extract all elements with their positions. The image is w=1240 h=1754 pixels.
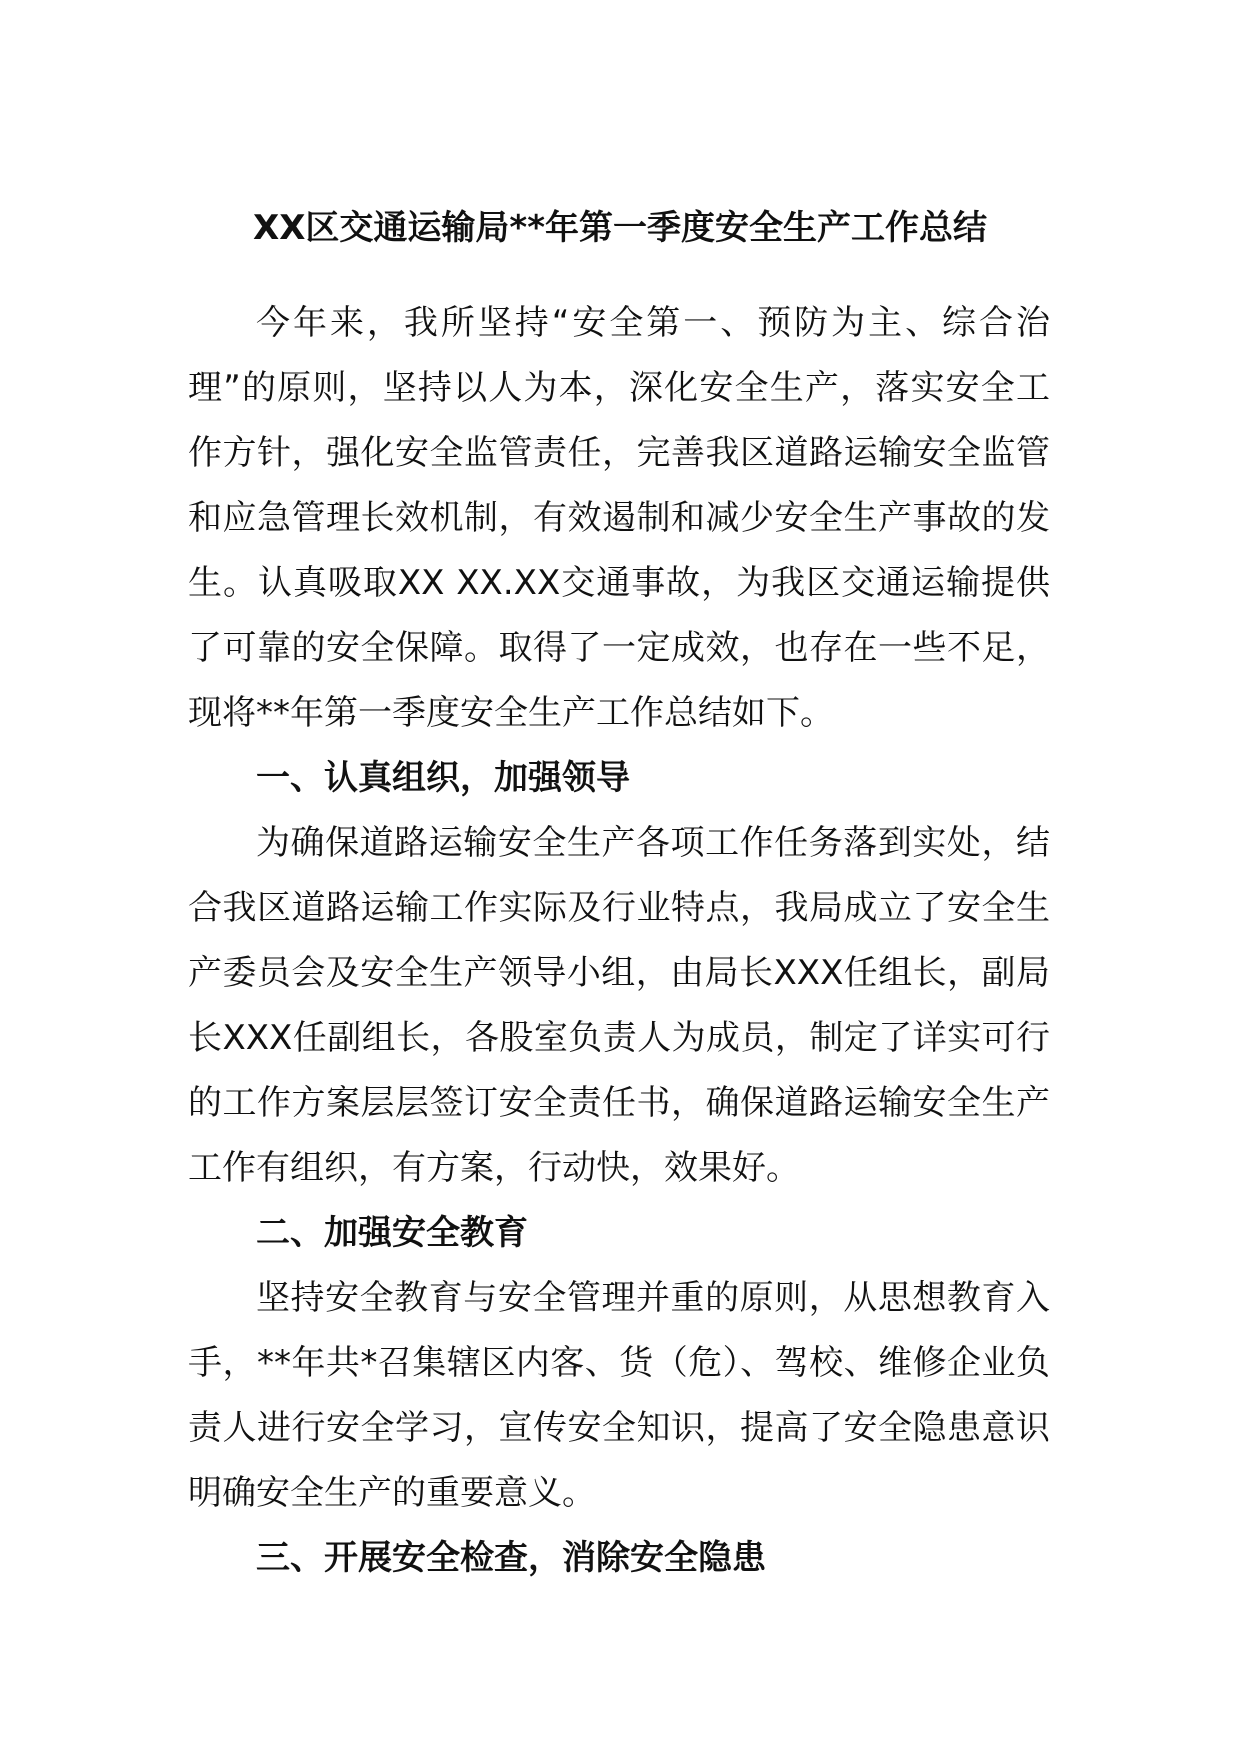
paragraph-line: 工作有组织，有方案，行动快，效果好。 (188, 1148, 800, 1188)
paragraph-line: 手，**年共*召集辖区内客、货（危）、驾校、维修企业负 (188, 1343, 1050, 1383)
paragraph-line: 明确安全生产的重要意义。 (188, 1473, 596, 1513)
document-title: XX区交通运输局**年第一季度安全生产工作总结 (253, 208, 987, 248)
document-body (188, 291, 1050, 1591)
paragraph-line: 长XXX任副组长，各股室负责人为成员，制定了详实可行 (188, 1018, 1050, 1058)
paragraph-line: 理”的原则，坚持以人为本，深化安全生产，落实安全工 (188, 368, 1050, 408)
paragraph-line: 和应急管理长效机制，有效遏制和减少安全生产事故的发 (188, 498, 1050, 538)
paragraph-line: 现将**年第一季度安全生产工作总结如下。 (188, 693, 834, 733)
section-heading: 三、开展安全检查，消除安全隐患 (256, 1538, 766, 1578)
paragraph-line: 产委员会及安全生产领导小组，由局长XXX任组长，副局 (188, 953, 1050, 993)
section-heading: 一、认真组织，加强领导 (256, 758, 630, 798)
section-heading: 二、加强安全教育 (256, 1213, 528, 1253)
paragraph-line: 作方针，强化安全监管责任，完善我区道路运输安全监管 (188, 433, 1050, 473)
paragraph-line: 责人进行安全学习，宣传安全知识，提高了安全隐患意识 (188, 1408, 1050, 1448)
paragraph-line: 的工作方案层层签订安全责任书，确保道路运输安全生产 (188, 1083, 1050, 1123)
paragraph-line: 为确保道路运输安全生产各项工作任务落到实处，结 (256, 823, 1050, 863)
paragraph-line: 今年来，我所坚持“安全第一、预防为主、综合治 (256, 303, 1050, 343)
paragraph-line: 了可靠的安全保障。取得了一定成效，也存在一些不足， (188, 628, 1050, 668)
paragraph-line: 生。认真吸取XX XX.XX交通事故，为我区交通运输提供 (188, 563, 1050, 603)
paragraph-line: 合我区道路运输工作实际及行业特点，我局成立了安全生 (188, 888, 1050, 928)
paragraph-line: 坚持安全教育与安全管理并重的原则，从思想教育入 (256, 1278, 1050, 1318)
